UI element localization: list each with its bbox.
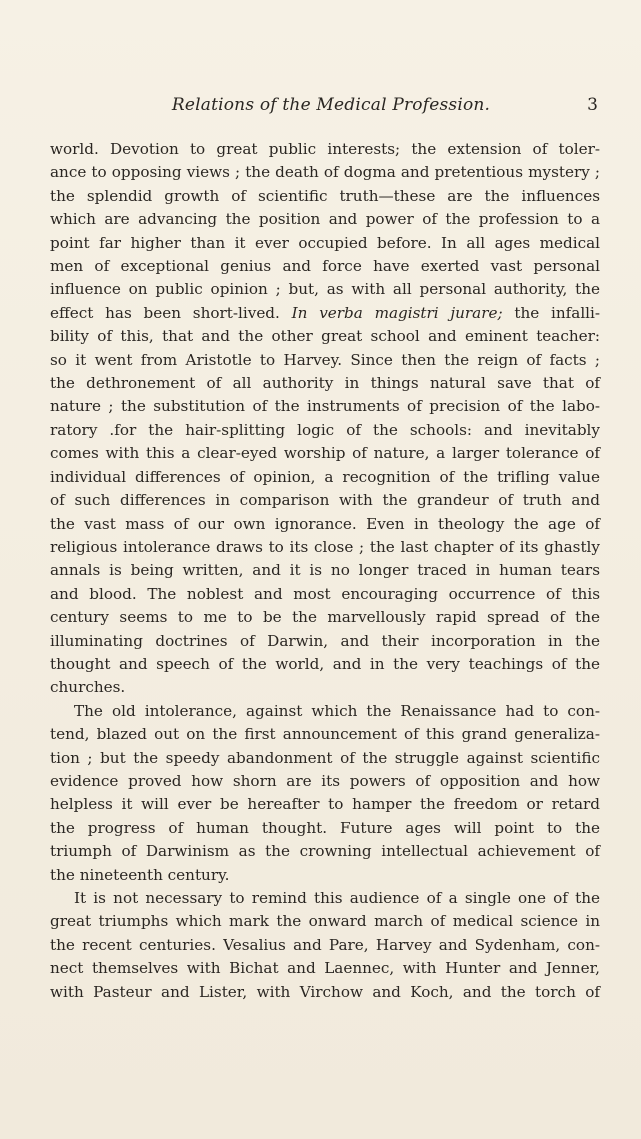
- text-line: men of exceptional genius and force have exerted vast personal: [50, 257, 600, 276]
- text-line: with Pasteur and Lister, with Virchow and Koch, and the torch of: [50, 982, 600, 1001]
- text-line: point far higher than it ever occupied before. In all ages medical: [50, 233, 600, 252]
- text-line: bility of this, that and the other great school and eminent teacher:: [50, 327, 600, 346]
- text-line: which are advancing the position and power of the profession to a: [50, 210, 600, 229]
- text-line: ance to opposing views ; the death of dogma and pretentious mystery ;: [50, 163, 600, 182]
- text-line: triumph of Darwinism as the crowning intellectual achievement of: [50, 842, 600, 861]
- text-line: nect themselves with Bichat and Laennec, with Hunter and Jenner,: [50, 959, 600, 978]
- text-line: evidence proved how shorn are its powers of opposition and how: [50, 771, 600, 790]
- paragraph-2: [50, 700, 600, 887]
- text-line: illuminating doctrines of Darwin, and their incorporation in the: [50, 631, 600, 650]
- text-line: churches.: [50, 678, 126, 697]
- text-line: the vast mass of our own ignorance. Even in theology the age of: [50, 514, 600, 533]
- text-line: helpless it will ever be hereafter to hamper the freedom or retard: [50, 795, 600, 814]
- paragraph-3: [50, 887, 600, 1004]
- text-line: world. Devotion to great public interests; the extension of toler-: [50, 140, 600, 158]
- latin-quote: In verba magistri jurare;: [291, 303, 503, 322]
- running-head: [64, 95, 598, 121]
- text-line: great triumphs which mark the onward march of medical science in: [50, 912, 600, 931]
- paragraph-1: [50, 138, 600, 700]
- text-line: religious intolerance draws to its close ; the last chapter of its ghastly: [50, 537, 600, 556]
- text-line: the progress of human thought. Future ages will point to the: [50, 818, 600, 837]
- text-line: tion ; but the speedy abandonment of the struggle against scientific: [50, 748, 600, 767]
- text-line: century seems to me to be the marvellously rapid spread of the: [50, 608, 600, 627]
- text-line: thought and speech of the world, and in the very teachings of the: [50, 654, 600, 673]
- page-number: 3: [587, 95, 598, 115]
- text-line: the recent centuries. Vesalius and Pare, Harvey and Sydenham, con-: [50, 935, 600, 954]
- text-line: nature ; the substitution of the instruments of precision of the labo-: [50, 397, 600, 416]
- text-line: the splendid growth of scientific truth—these are the influences: [50, 186, 600, 205]
- text-line: the dethronement of all authority in things natural save that of: [50, 374, 600, 393]
- text-line: annals is being written, and it is no longer traced in human tears: [50, 561, 600, 580]
- text-line: influence on public opinion ; but, as with all personal authority, the: [50, 280, 600, 299]
- text-line: and blood. The noblest and most encouraging occurrence of this: [50, 584, 600, 603]
- text-segment: effect has been short-lived.: [50, 303, 280, 322]
- text-line-with-latin-quote: [50, 302, 600, 325]
- text-line: tend, blazed out on the first announcement of this grand generaliza-: [50, 725, 600, 744]
- body-text: [50, 138, 600, 1004]
- text-line: the nineteenth century.: [50, 865, 230, 884]
- text-line: The old intolerance, against which the Renaissance had to con-: [74, 701, 600, 720]
- text-line: It is not necessary to remind this audience of a single one of the: [74, 889, 600, 907]
- running-title: Relations of the Medical Profession.: [171, 95, 491, 115]
- text-line: of such differences in comparison with the grandeur of truth and: [50, 491, 600, 510]
- text-line: individual differences of opinion, a recognition of the trifling value: [50, 467, 600, 486]
- text-line: comes with this a clear-eyed worship of nature, a larger tolerance of: [50, 444, 600, 463]
- text-line: ratory .for the hair-splitting logic of the schools: and inevitably: [50, 420, 600, 439]
- text-segment: the infalli-: [514, 303, 601, 322]
- text-line: so it went from Aristotle to Harvey. Since then the reign of facts ;: [50, 350, 600, 369]
